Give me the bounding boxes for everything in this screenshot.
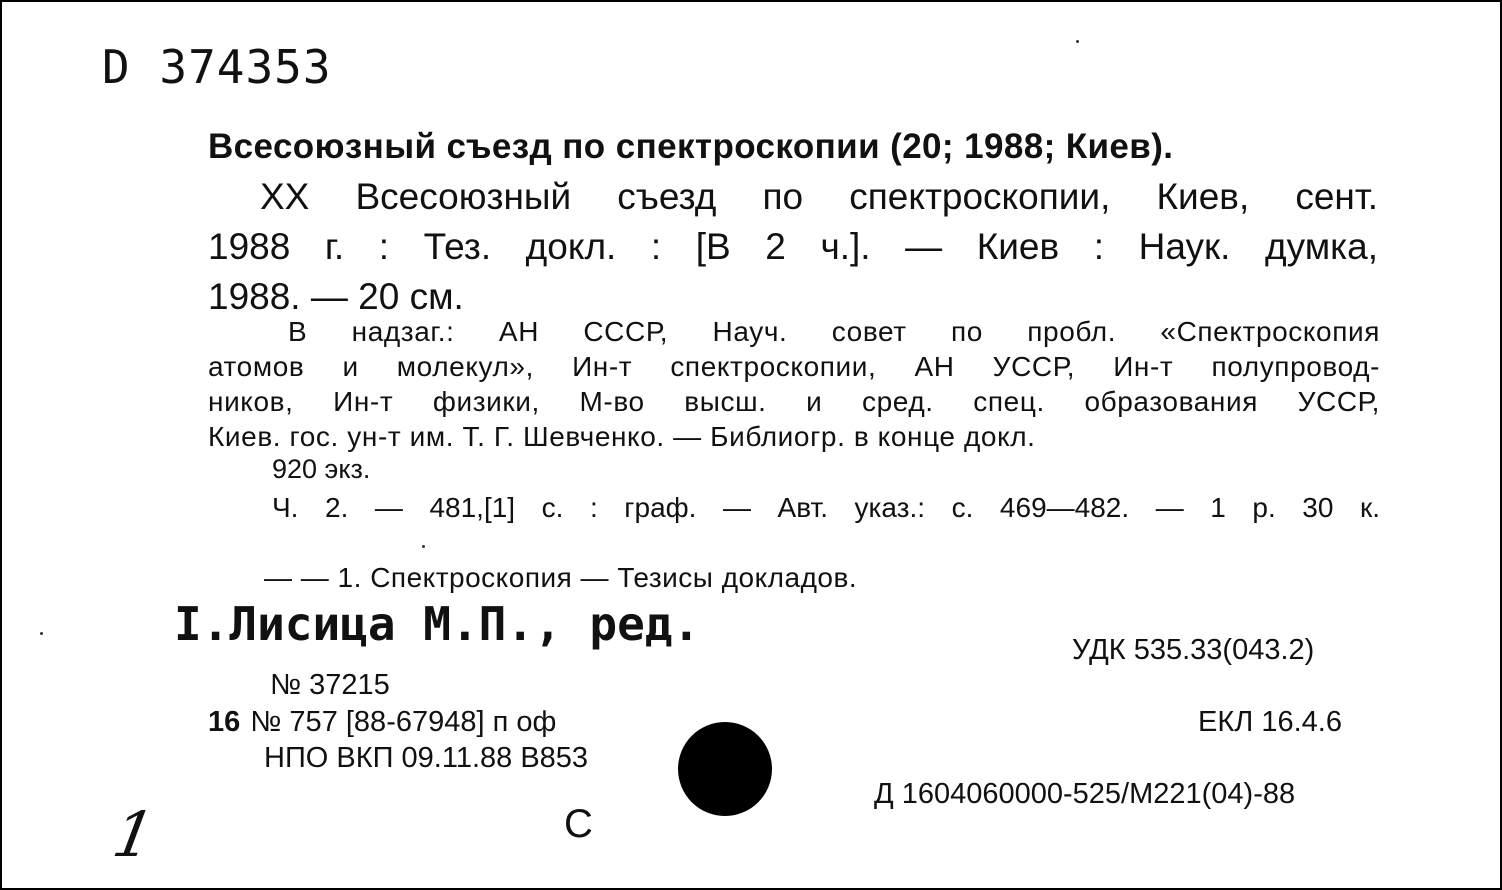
npo-line: НПО ВКП 09.11.88 В853 bbox=[264, 742, 589, 774]
speck bbox=[40, 632, 43, 635]
description-line: 1988 г. : Тез. докл. : [В 2 ч.]. — Киев : Наук. думка, bbox=[208, 226, 1378, 267]
part-description: Ч. 2. — 481,[1] с. : граф. — Авт. указ.: с. 469—482. — 1 р. 30 к. bbox=[272, 492, 1380, 523]
card-heading: Всесоюзный съезд по спектроскопии (20; 1988; Киев). bbox=[208, 127, 1174, 166]
note-line: В надзаг.: АН СССР, Науч. совет по пробл. «Спектроскопия bbox=[288, 316, 1380, 347]
ekl-code: ЕКЛ 16.4.6 bbox=[1198, 706, 1342, 738]
description-line: 1988. — 20 см. bbox=[208, 276, 464, 317]
record-number: № 37215 bbox=[270, 669, 390, 701]
note-line: Киев. гос. ун-т им. Т. Г. Шевченко. — Библиогр. в конце докл. bbox=[208, 421, 1036, 452]
card-id: D 374353 bbox=[102, 40, 332, 94]
note-line: атомов и молекул», Ин-т спектроскопии, АН УССР, Ин-т полупровод- bbox=[208, 351, 1380, 382]
card-note bbox=[208, 314, 1380, 454]
copies-count: 920 экз. bbox=[272, 454, 371, 484]
udk-code: УДК 535.33(043.2) bbox=[1072, 634, 1315, 666]
order-number bbox=[208, 706, 556, 739]
punch-hole bbox=[678, 722, 772, 816]
handwritten-mark: 1 bbox=[107, 798, 160, 871]
speck bbox=[1076, 40, 1079, 43]
card-description bbox=[208, 172, 1378, 322]
editor-name: I.Лисица М.П., ред. bbox=[174, 597, 701, 651]
description-line: XX Всесоюзный съезд по спектроскопии, Киев, сент. bbox=[260, 176, 1378, 217]
classification-code: Д 1604060000-525/М221(04)-88 bbox=[874, 778, 1296, 810]
subject-heading: — — 1. Спектроскопия — Тезисы докладов. bbox=[264, 562, 858, 593]
order-number-text: № 757 [88-67948] п оф bbox=[250, 706, 557, 738]
speck bbox=[422, 545, 425, 548]
note-line: ников, Ин-т физики, М-во высш. и сред. спец. образования УССР, bbox=[208, 386, 1380, 417]
order-prefix: 16 bbox=[208, 706, 241, 738]
catalog-letter: С bbox=[564, 802, 593, 846]
